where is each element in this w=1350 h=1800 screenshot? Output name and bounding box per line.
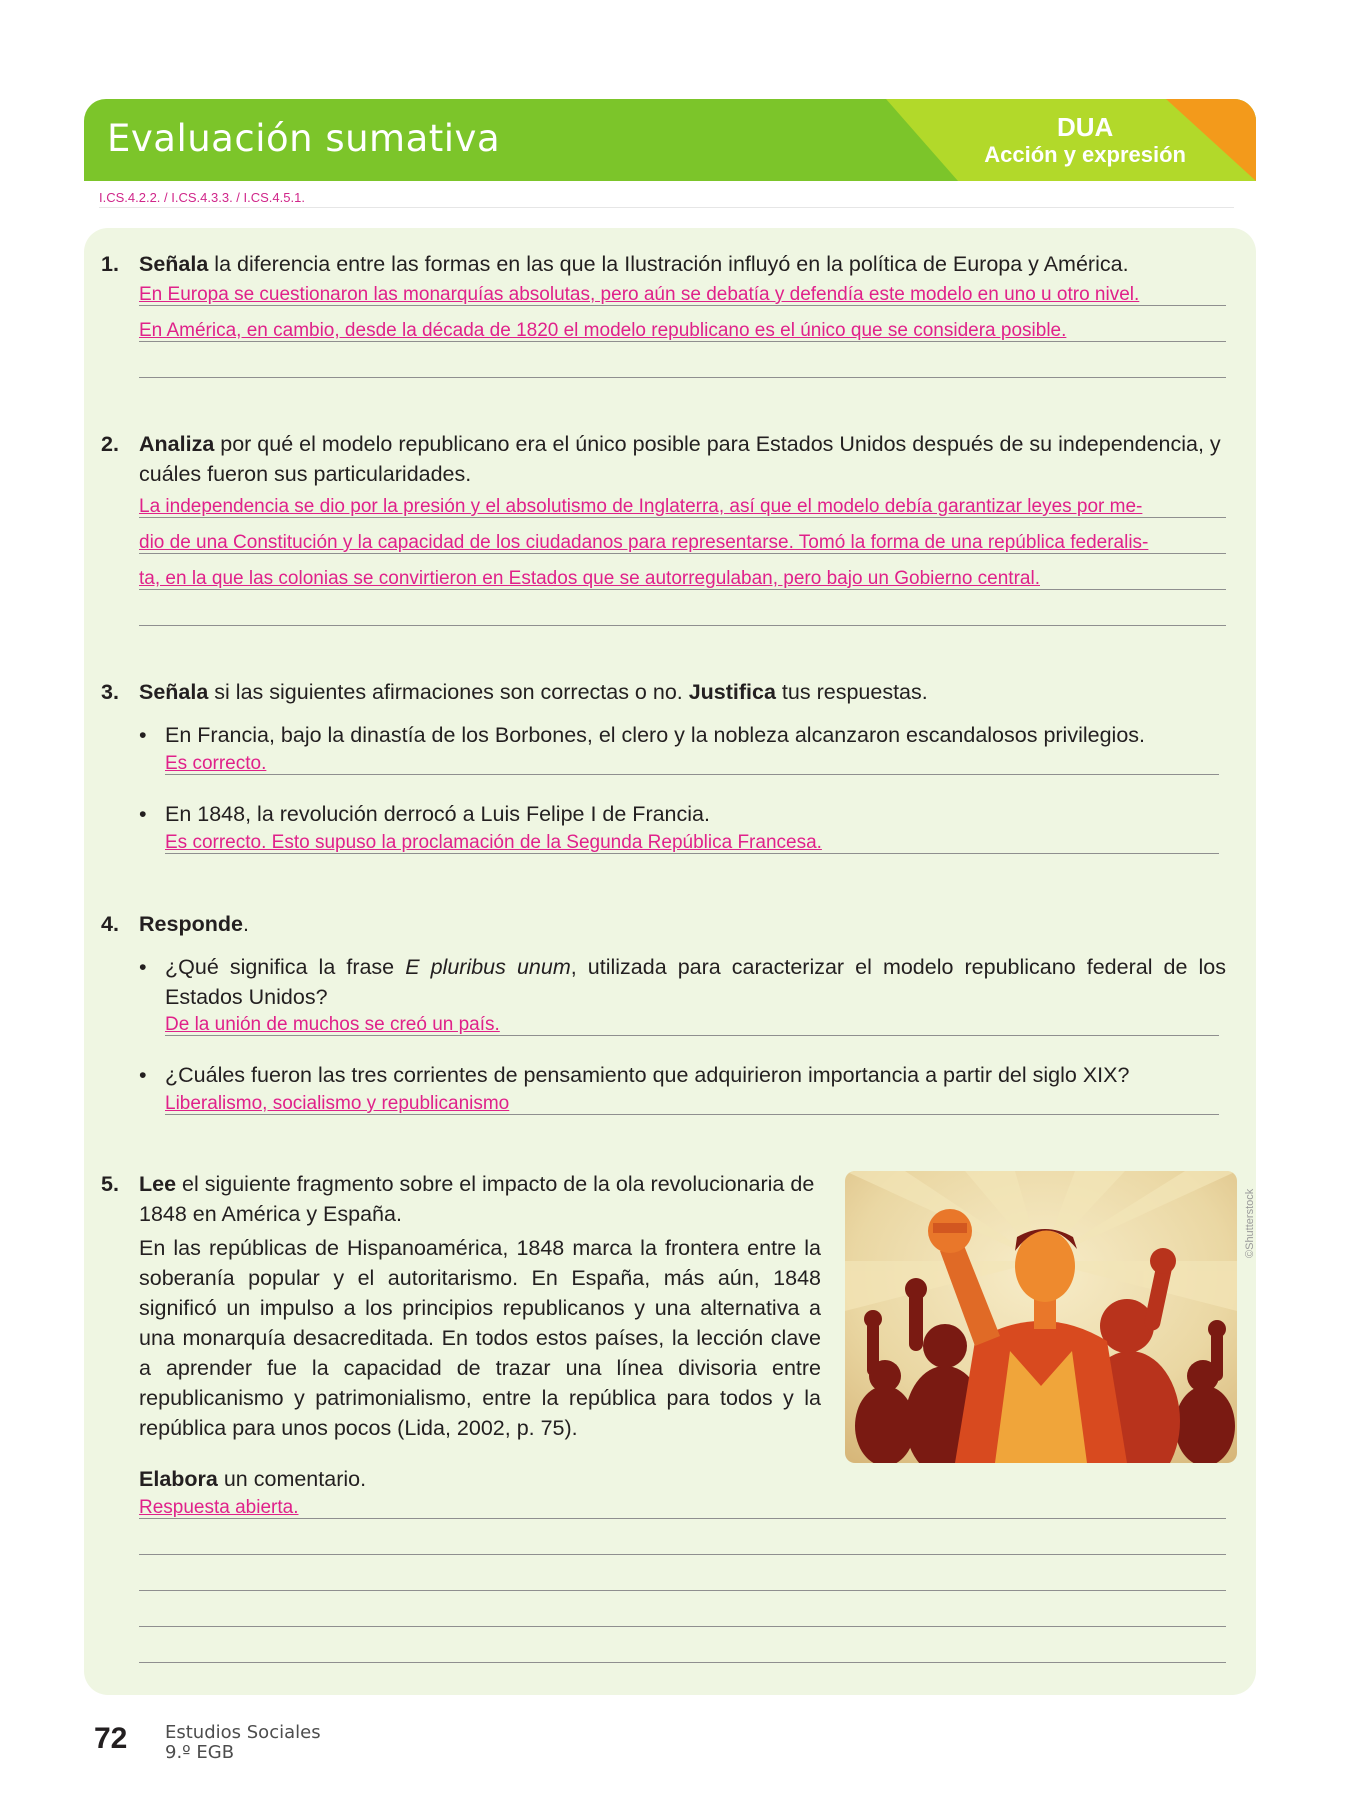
answer-text: Es correcto.: [165, 753, 267, 774]
question-text: , utilizada para caracterizar el modelo republicano federal de los Estados Unidos?: [165, 955, 1226, 1009]
question-text: un comentario.: [217, 1467, 367, 1491]
grade-label: 9.º EGB: [165, 1742, 235, 1763]
question-text: el siguiente fragmento sobre el impacto de la ola revolucionaria de 1848 en América y España.: [139, 1172, 815, 1226]
answer-text: Liberalismo, socialismo y republicanismo: [165, 1093, 510, 1114]
question-verb: Responde: [139, 912, 243, 936]
activity-panel: [84, 228, 1256, 1695]
question-number: 5.: [101, 1172, 119, 1196]
header-banner: [84, 99, 1256, 181]
answer-line[interactable]: [139, 1590, 1226, 1627]
list-item: • ¿Cuáles fueron las tres corrientes de pensamiento que adquirieron importancia a partir del siglo XIX?: [139, 1060, 1226, 1090]
question-verb: Analiza: [139, 432, 215, 456]
question-number: 4.: [101, 912, 119, 936]
question-number: 1.: [101, 252, 119, 276]
answer-line[interactable]: [139, 517, 1226, 554]
question-text: ¿Cuáles fueron las tres corrientes de pensamiento que adquirieron importancia a partir del siglo XIX?: [165, 1063, 1130, 1087]
question-verb: Señala: [139, 252, 209, 276]
indicator-codes: I.CS.4.2.2. / I.CS.4.3.3. / I.CS.4.5.1.: [99, 190, 1234, 208]
answer-line[interactable]: [139, 1518, 1226, 1555]
page-number: 72: [94, 1722, 128, 1755]
list-item: • En Francia, bajo la dinastía de los Borbones, el clero y la nobleza alcanzaron escandalosos privilegios.: [139, 720, 1219, 750]
list-item: • ¿Qué significa la frase E pluribus unum, utilizada para caracterizar el modelo republicano federal de los Estados Unidos?: [139, 955, 1226, 1009]
image-credit: ©Shutterstock: [1244, 1188, 1256, 1258]
answer-line[interactable]: [165, 817, 1219, 854]
answer-line[interactable]: [139, 1554, 1226, 1591]
question-verb: Señala: [139, 680, 209, 704]
answer-line[interactable]: [139, 1626, 1226, 1663]
answer-text: De la unión de muchos se creó un país.: [165, 1014, 500, 1035]
answer-line[interactable]: [139, 553, 1226, 590]
dua-label: DUA: [1056, 112, 1114, 142]
question-3: [101, 677, 1226, 707]
answer-line[interactable]: [139, 341, 1226, 378]
dua-badge: [984, 113, 1186, 169]
answer-text: La independencia se dio por la presión y el absolutismo de Inglaterra, así que el modelo debía garantizar leyes por me-: [139, 496, 1143, 517]
answer-text: En Europa se cuestionaron las monarquías absolutas, pero aún se debatía y defendía este modelo en uno u otro nivel.: [139, 284, 1140, 305]
dua-subtitle: Acción y expresión: [984, 142, 1186, 167]
question-number: 3.: [101, 680, 119, 704]
subject-name: Estudios Sociales: [165, 1722, 321, 1743]
question-verb-2: Justifica: [688, 680, 776, 704]
answer-text: En América, en cambio, desde la década de 1820 el modelo republicano es el único que se considera posible.: [139, 320, 1067, 341]
question-2: [101, 429, 1226, 489]
answer-line[interactable]: [139, 269, 1226, 306]
answer-line[interactable]: [139, 589, 1226, 626]
answer-line[interactable]: [165, 1078, 1219, 1115]
question-text: .: [242, 912, 249, 936]
quote-paragraph: En las repúblicas de Hispanoamérica, 1848 marca la frontera entre la soberanía popular y el autoritarismo. En España, más aún, 1848 significó un impulso a los principios republicanos y una alternativa a una monarquía desacreditada. En todos estos países, la lección clave a aprender fue la capacidad de trazar una línea divisoria entre republicanismo y patrimonialismo, entre la república para todos y la república para unos pocos (Lida, 2002, p. 75).: [139, 1236, 821, 1440]
question-verb: Elabora: [139, 1467, 218, 1491]
answer-text: dio de una Constitución y la capacidad de los ciudadanos para representarse. Tomó la forma de una república federalis-: [139, 532, 1149, 553]
question-text: ¿Qué significa la frase: [165, 955, 406, 979]
question-5: [101, 1169, 821, 1229]
footer-subject: [165, 1723, 321, 1763]
revolution-illustration: [845, 1171, 1237, 1463]
statement-text: En Francia, bajo la dinastía de los Borbones, el clero y la nobleza alcanzaron escandalosos privilegios.: [165, 723, 1146, 747]
answer-text: ta, en la que las colonias se convirtieron en Estados que se autorregulaban, pero bajo un Gobierno central.: [139, 568, 1040, 589]
answer-text: Respuesta abierta.: [139, 1497, 299, 1518]
protest-illustration: [845, 1171, 1237, 1463]
answer-line[interactable]: [165, 999, 1219, 1036]
question-text-2: tus respuestas.: [775, 680, 928, 704]
answer-line[interactable]: [165, 738, 1219, 775]
answer-line[interactable]: [139, 481, 1226, 518]
answer-line[interactable]: [139, 1482, 1226, 1519]
statement-text: En 1848, la revolución derrocó a Luis Felipe I de Francia.: [165, 802, 710, 826]
question-verb: Lee: [139, 1172, 177, 1196]
answer-line[interactable]: [139, 305, 1226, 342]
page-title: Evaluación sumativa: [107, 117, 501, 160]
question-4: [101, 909, 1226, 939]
latin-phrase: E pluribus unum: [405, 955, 571, 979]
question-text: por qué el modelo republicano era el único posible para Estados Unidos después de su independencia, y cuáles fueron sus particularidades.: [139, 432, 1221, 486]
question-number: 2.: [101, 432, 119, 456]
answer-text: Es correcto. Esto supuso la proclamación de la Segunda República Francesa.: [165, 832, 822, 853]
list-item: • En 1848, la revolución derrocó a Luis Felipe I de Francia.: [139, 799, 1219, 829]
question-text: la diferencia entre las formas en las que la Ilustración influyó en la política de Europa y América.: [208, 252, 1129, 276]
question-text: si las siguientes afirmaciones son correctas o no.: [208, 680, 689, 704]
